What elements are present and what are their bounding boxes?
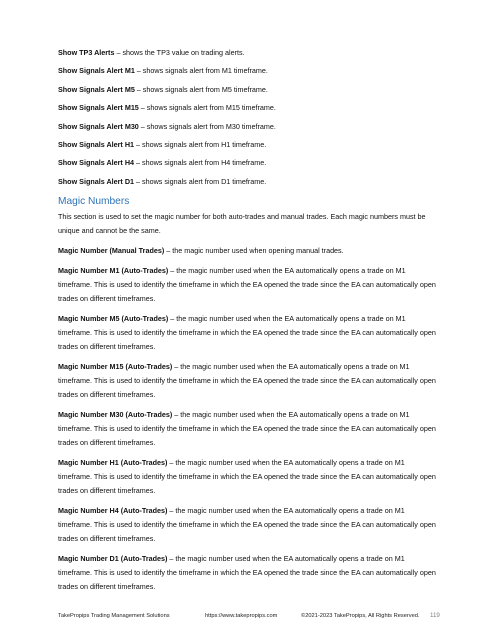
setting-description: – the magic number used when the EA automatically opens a trade on M1 timeframe. This is used to identify the timeframe in which the EA opened the trade since the EA can automatically open trades on different timeframes. [58, 505, 436, 543]
setting-name: Magic Number M30 (Auto-Trades) [58, 409, 173, 419]
setting-description: – the magic number used when the EA automatically opens a trade on M1 timeframe. This is used to identify the timeframe in which the EA opened the trade since the EA can automatically open trades on different timeframes. [58, 553, 436, 591]
section-heading: Magic Numbers [58, 195, 130, 207]
setting-name: Magic Number M5 (Auto-Trades) [58, 313, 169, 323]
magic-number-paragraph [58, 552, 440, 594]
magic-number-paragraph [58, 408, 440, 450]
footer-url[interactable]: https://www.takepropips.com [205, 613, 278, 619]
alert-setting-line [58, 120, 440, 134]
section-intro: This section is used to set the magic number for both auto-trades and manual trades. Each magic numbers must be unique and cannot be the same. [58, 211, 426, 235]
magic-number-paragraph [58, 456, 440, 498]
setting-name: Show Signals Alert M5 [58, 84, 135, 94]
alert-setting-line [58, 156, 440, 170]
alert-setting-line [58, 138, 440, 152]
setting-name: Magic Number D1 (Auto-Trades) [58, 553, 168, 563]
setting-name: Magic Number M1 (Auto-Trades) [58, 265, 169, 275]
alert-setting-line [58, 46, 440, 60]
magic-number-paragraph [58, 360, 440, 402]
setting-description: – the magic number used when the EA automatically opens a trade on M1 timeframe. This is used to identify the timeframe in which the EA opened the trade since the EA can automatically open trades on different timeframes. [58, 409, 436, 447]
magic-number-paragraph [58, 244, 440, 258]
setting-name: Show Signals Alert M1 [58, 66, 135, 76]
setting-name: Show TP3 Alerts [58, 48, 115, 57]
setting-description: – shows signals alert from M30 timeframe. [138, 121, 276, 131]
setting-description: – shows signals alert from M15 timeframe. [138, 103, 276, 113]
page-content [58, 0, 440, 600]
page-number: 119 [430, 612, 440, 619]
alert-setting-line [58, 64, 440, 78]
setting-description: – shows signals alert from H4 timeframe. [134, 158, 267, 168]
setting-name: Magic Number H1 (Auto-Trades) [58, 457, 168, 467]
setting-name: Magic Number M15 (Auto-Trades) [58, 361, 173, 371]
magic-number-paragraph [58, 264, 440, 306]
alert-setting-line [58, 175, 440, 189]
setting-name: Show Signals Alert M15 [58, 103, 139, 113]
alert-setting-line [58, 83, 440, 97]
setting-description: – shows signals alert from M5 timeframe. [134, 84, 268, 94]
setting-description: – shows the TP3 value on trading alerts. [114, 48, 245, 57]
page-footer [58, 610, 440, 622]
setting-name: Magic Number H4 (Auto-Trades) [58, 505, 168, 515]
setting-description: – the magic number used when the EA automatically opens a trade on M1 timeframe. This is used to identify the timeframe in which the EA opened the trade since the EA can automatically open trades on different timeframes. [58, 313, 436, 351]
setting-description: – the magic number used when opening manual trades. [164, 245, 344, 255]
setting-name: Show Signals Alert D1 [58, 176, 135, 186]
setting-description: – the magic number used when the EA automatically opens a trade on M1 timeframe. This is used to identify the timeframe in which the EA opened the trade since the EA can automatically open trades on different timeframes. [58, 265, 436, 303]
alert-setting-line [58, 101, 440, 115]
setting-name: Show Signals Alert H1 [58, 139, 135, 149]
setting-description: – shows signals alert from H1 timeframe. [134, 139, 267, 149]
setting-description: – the magic number used when the EA automatically opens a trade on M1 timeframe. This is used to identify the timeframe in which the EA opened the trade since the EA can automatically open trades on different timeframes. [58, 457, 436, 495]
setting-name: Magic Number (Manual Trades) [58, 245, 165, 255]
setting-description: – shows signals alert from D1 timeframe. [134, 176, 267, 186]
footer-copyright: ©2021-2023 TakePropips, All Rights Reserved. [301, 613, 420, 619]
setting-description: – shows signals alert from M1 timeframe. [134, 66, 268, 76]
footer-company: TakePropips Trading Management Solutions [58, 613, 170, 619]
setting-description: – the magic number used when the EA automatically opens a trade on M1 timeframe. This is used to identify the timeframe in which the EA opened the trade since the EA can automatically open trades on different timeframes. [58, 361, 436, 399]
magic-number-paragraph [58, 312, 440, 354]
setting-name: Show Signals Alert H4 [58, 158, 135, 168]
magic-number-paragraph [58, 504, 440, 546]
setting-name: Show Signals Alert M30 [58, 121, 139, 131]
